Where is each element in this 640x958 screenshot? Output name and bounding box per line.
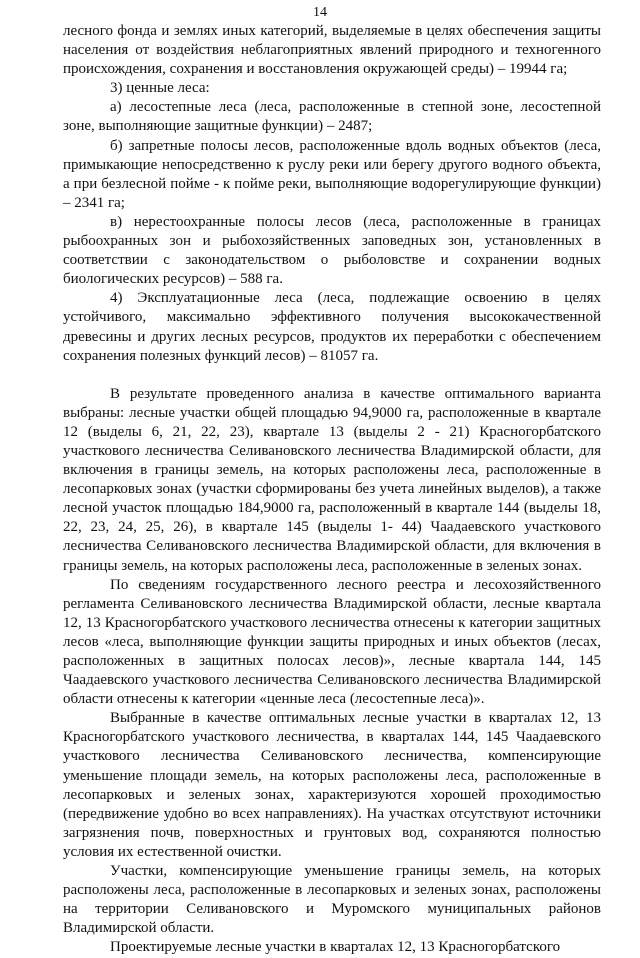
paragraph-forest-registry: По сведениям государственного лесного реестра и лесохозяйственного регламента Селивановского лесничества Владимирской области, лесные квартала 12, 13 Красногорбатского участкового лесничества отнесены к категории защитных лесов «леса, выполняющие функции защиты природных и иных объектов (лесах, расположенных в защитных полосах лесов)», лесные квартала 144, 145 Чаадаевского участкового лесничества Селивановского лесничества Владимирской области отнесены к категории «ценные леса (лесостепные леса)».	[63, 576, 601, 708]
paragraph-spawning-strips: в) нерестоохранные полосы лесов (леса, расположенные в границах рыбоохранных зон и рыбохозяйственных заповедных зон, установленных в соответствии с законодательством о рыболовстве и сохранении водных биологических ресурсов) – 588 га.	[63, 213, 601, 288]
paragraph-selected-plots: Выбранные в качестве оптимальных лесные участки в кварталах 12, 13 Красногорбатского участкового лесничества, в кварталах 144, 145 Чаадаевского участкового лесничества Селивановского лесничества, компенсирующие уменьшение площади земель, на которых расположены леса, расположенные в лесопарковых и зеленых зонах, характеризуются хорошей проходимостью (передвижение удобно во всех направлениях). На участках отсутствуют источники загрязнения почв, поверхностных и грунтовых вод, сохраняются полностью условия их естественной очистки.	[63, 710, 601, 860]
page-number: 14	[313, 5, 327, 20]
paragraph-analysis-result: В результате проведенного анализа в качестве оптимального варианта выбраны: лесные участки общей площадью 94,9000 га, расположенные в квартале 12 (выделы 6, 21, 22, 23), квартале 13 (выделы 2 - 21) Красногорбатского участкового лесничества Селивановского лесничества Владимирской области, для включения в границы земель, на которых расположены леса, расположенные в лесопарковых зонах (участки сформированы без учета линейных выделов), а также лесной участок площадью 184,9000 га, расположенный в квартале 144 (выделы 18, 22, 23, 24, 25, 26), в квартале 145 (выделы 1- 44) Чаадаевского участкового лесничества Селивановского лесничества Владимирской области, для включения в границы земель, на которых расположены леса, расположенные в зеленых зонах.	[63, 385, 601, 574]
paragraph-forest-steppe: а) лесостепные леса (леса, расположенные в степной зоне, лесостепной зоне, выполняющие защитные функции) – 2487;	[63, 99, 601, 135]
paragraph-valuable-forests-heading: 3) ценные леса:	[110, 80, 210, 97]
paragraph-forbidden-strips: б) запретные полосы лесов, расположенные вдоль водных объектов (леса, примыкающие непосредственно к руслу реки или берегу другого водного объекта, а при безлесной пойме - к пойме реки, выполняющие водорегулирующие функции) – 2341 га;	[63, 137, 601, 211]
paragraph-exploitation-forests: 4) Эксплуатационные леса (леса, подлежащие освоению в целях устойчивого, максимально эффективного получения высококачественной древесины и других лесных ресурсов, продуктов их переработки с обеспечением сохранения полезных функций лесов) – 81057 га.	[63, 290, 601, 364]
body-text	[63, 22, 601, 958]
paragraph-projected-plots: Проектируемые лесные участки в кварталах 12, 13 Красногорбатского	[110, 939, 561, 956]
paragraph-plots-location: Участки, компенсирующие уменьшение границы земель, на которых расположены леса, расположенные в лесопарковых и зеленых зонах, расположены на территории Селивановского и Муромского муниципальных районов Владимирской области.	[63, 863, 601, 937]
paragraph-continuation: лесного фонда и землях иных категорий, выделяемые в целях обеспечения защиты населения от воздействия неблагоприятных явлений природного и техногенного происхождения, сохранения и восстановления окружающей среды) – 19944 га;	[63, 23, 601, 78]
